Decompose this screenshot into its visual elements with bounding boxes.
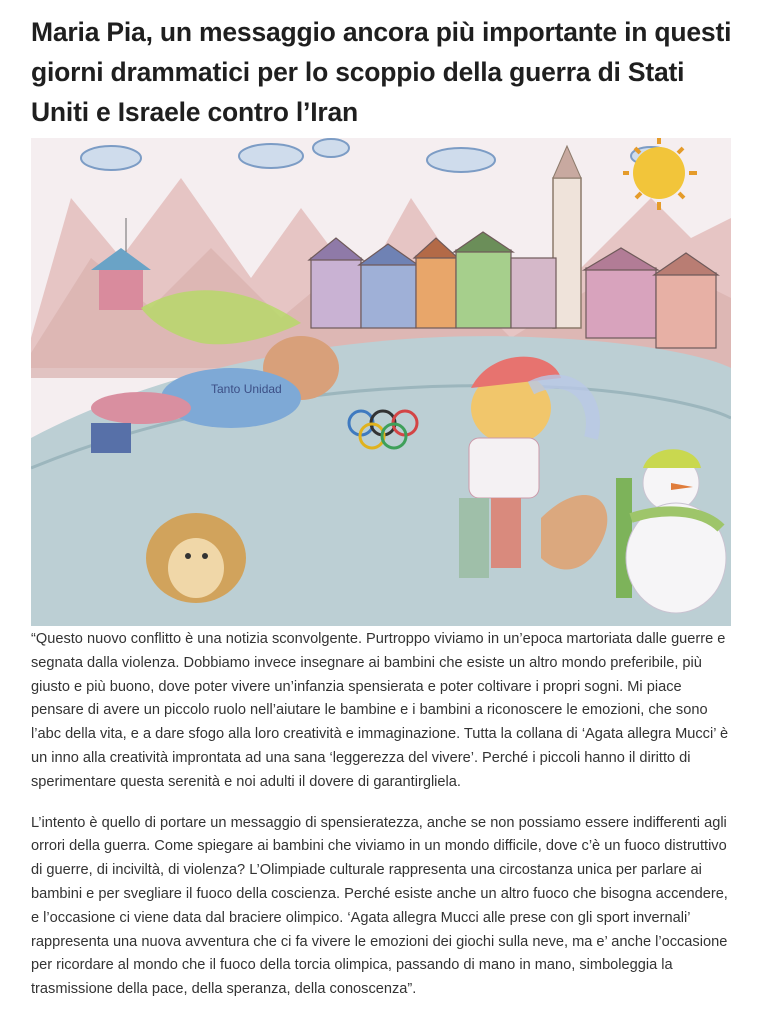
- article-body: [31, 628, 737, 1019]
- article-paragraph: “Questo nuovo conflitto è una notizia sconvolgente. Purtroppo viviamo in un’epoca martoriata dalle guerre e segnata dalla violenza. Dobbiamo invece insegnare ai bambini che esiste un altro mondo preferibile, più giusto e più buono, dove poter vivere un’infanzia spensierata e poter coltivare i propri sogni. Mi piace pensare di avere un piccolo ruolo nell’aiutare le bambine e i bambini a riconoscere le emozioni, che sono l’abc della vita, e a dare sfogo alla loro creatività e immaginazione. Tutta la collana di ‘Agata allegra Mucci’ è un inno alla creatività improntata ad una sana ‘leggerezza del vivere’. Perché i piccoli hanno il diritto di sperimentare questa serenità e noi adulti il dovere di garantirgliela.: [31, 631, 729, 790]
- hedgehog-character: [146, 513, 246, 603]
- article-title: Maria Pia, un messaggio ancora più importante in questi giorni drammatici per lo scoppio della guerra di Stati Uniti e Israele contro l’Iran: [31, 17, 732, 127]
- article-paragraph: L’intento è quello di portare un messaggio di spensieratezza, anche se non possiamo essere indifferenti agli orrori della guerra. Come spiegare ai bambini che viviamo in un mondo difficile, dove c’è un fuoco distruttivo di guerre, di inciviltà, di violenza? L’Olimpiade culturale rappresenta una circostanza unica per parlare ai bambini e per svegliare il fuoco della coscienza. Perché esiste anche un altro fuoco che bisogna accendere, e l’occasione ci viene data dal braciere olimpico. ‘Agata allegra Mucci alle prese con gli sport invernali’ rappresenta una nuova avventura che ci fa vivere le emozioni dei giochi sulla neve, ma e’ anche l’occasione per ricordare al mondo che il fuoco della torcia olimpica, passando di mano in mano, simboleggia la trasmissione della pace, della speranza, della conoscenza”.: [31, 814, 728, 998]
- article-illustration: [31, 138, 731, 626]
- watercolor-olympic-skaters-illustration: [31, 138, 731, 626]
- svg-text:Tanto Unidad: Tanto Unidad: [211, 382, 282, 396]
